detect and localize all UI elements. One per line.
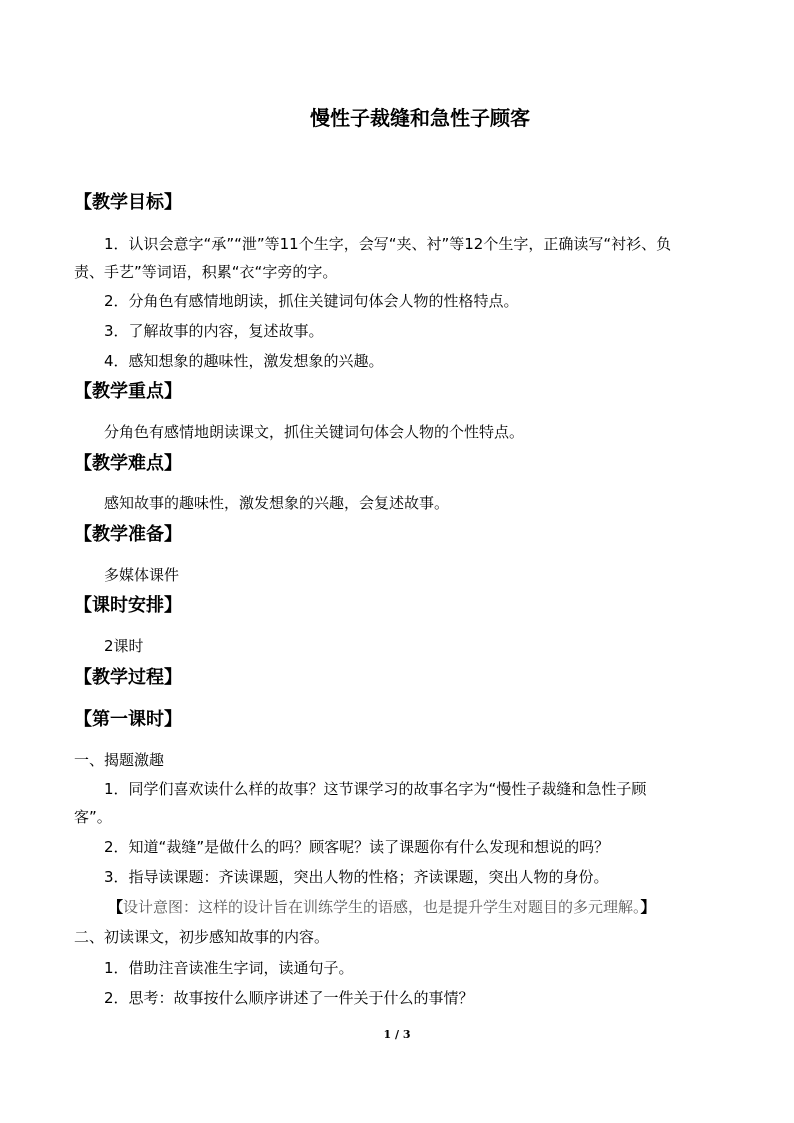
objective-item-2: 2．分角色有感情地朗读，抓住关键词句体会人物的性格特点。 bbox=[104, 292, 519, 310]
note-close-bracket: 】 bbox=[640, 898, 656, 916]
document-title: 慢性子裁缝和急性子顾客 bbox=[310, 106, 530, 130]
heading-process: 【教学过程】 bbox=[74, 667, 182, 688]
objective-item-3: 3．了解故事的内容，复述故事。 bbox=[104, 322, 324, 340]
heading-lesson1: 【第一课时】 bbox=[74, 709, 182, 730]
design-intent-note bbox=[108, 897, 656, 917]
schedule-text: 2课时 bbox=[104, 637, 144, 655]
section2-item-2: 2．思考：故事按什么顺序讲述了一件关于什么的事情？ bbox=[104, 989, 474, 1007]
section1-item-1: 1．同学们喜欢读什么样的故事？这节课学习的故事名字为“慢性子裁缝和急性子顾客”。 bbox=[74, 780, 647, 826]
heading-difficulties: 【教学难点】 bbox=[74, 453, 182, 474]
section1-item-2: 2．知道“裁缝”是做什么的吗？顾客呢？读了课题你有什么发现和想说的吗？ bbox=[104, 838, 610, 856]
difficulties-text: 感知故事的趣味性，激发想象的兴趣，会复述故事。 bbox=[104, 494, 450, 512]
page-number: 1 / 3 bbox=[383, 1028, 411, 1041]
section2-item-1: 1．借助注音读准生字词，读通句子。 bbox=[104, 959, 354, 977]
heading-schedule: 【课时安排】 bbox=[74, 595, 182, 616]
heading-preparation: 【教学准备】 bbox=[74, 524, 182, 545]
section1-item-3: 3．指导读课题：齐读课题，突出人物的性格；齐读课题，突出人物的身份。 bbox=[104, 868, 609, 886]
preparation-text: 多媒体课件 bbox=[104, 566, 180, 584]
section1-title: 一、揭题激趣 bbox=[74, 751, 165, 769]
heading-objectives: 【教学目标】 bbox=[74, 192, 182, 213]
note-open-bracket: 【 bbox=[108, 898, 124, 916]
objective-item-4: 4．感知想象的趣味性，激发想象的兴趣。 bbox=[104, 352, 384, 370]
section2-title: 二、初读课文，初步感知故事的内容。 bbox=[74, 928, 330, 946]
heading-key-points: 【教学重点】 bbox=[74, 381, 182, 402]
key-points-text: 分角色有感情地朗读课文，抓住关键词句体会人物的个性特点。 bbox=[104, 423, 525, 441]
note-text: 设计意图：这样的设计旨在训练学生的语感，也是提升学生对题目的多元理解。 bbox=[123, 898, 641, 916]
objective-item-1: 1．认识会意字“承”“泄”等11个生字，会写“夹、衬”等12个生字，正确读写“衬衫、负责、手艺”等词语，积累“衣“字旁的字。 bbox=[74, 235, 672, 281]
